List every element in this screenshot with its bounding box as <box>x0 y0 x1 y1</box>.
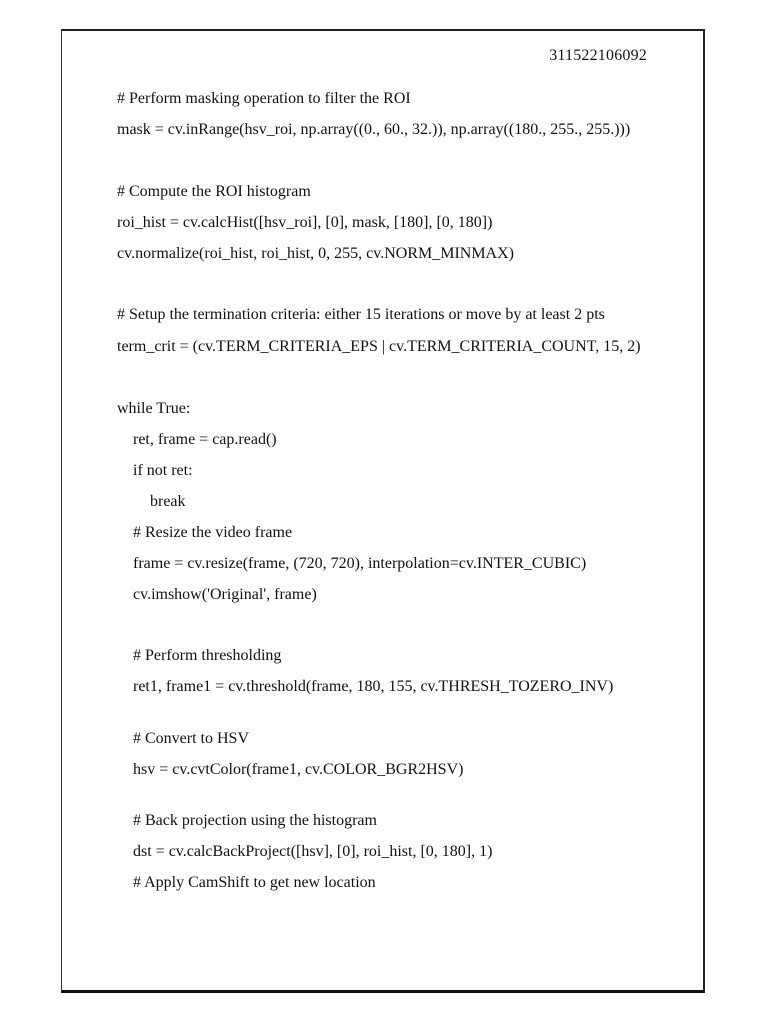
code-line: dst = cv.calcBackProject([hsv], [0], roi_hist, [0, 180], 1) <box>133 843 493 860</box>
code-line: cv.normalize(roi_hist, roi_hist, 0, 255, cv.NORM_MINMAX) <box>117 245 514 262</box>
code-block <box>117 89 677 893</box>
code-line: if not ret: <box>133 462 193 479</box>
code-line: # Resize the video frame <box>133 524 293 541</box>
code-line: ret1, frame1 = cv.threshold(frame, 180, 155, cv.THRESH_TOZERO_INV) <box>133 678 614 695</box>
code-line: # Perform thresholding <box>133 647 282 664</box>
code-line: hsv = cv.cvtColor(frame1, cv.COLOR_BGR2HSV) <box>133 761 464 778</box>
code-line: cv.imshow('Original', frame) <box>133 586 317 603</box>
code-line: # Back projection using the histogram <box>133 812 377 829</box>
code-line: while True: <box>117 400 191 417</box>
code-line: ret, frame = cap.read() <box>133 431 277 448</box>
code-line: roi_hist = cv.calcHist([hsv_roi], [0], mask, [180], [0, 180]) <box>117 214 493 231</box>
code-line: mask = cv.inRange(hsv_roi, np.array((0., 60., 32.)), np.array((180., 255., 255.))) <box>117 121 631 138</box>
code-line: break <box>150 493 186 510</box>
code-line: # Compute the ROI histogram <box>117 183 311 200</box>
page <box>61 29 705 993</box>
code-line: # Perform masking operation to filter the ROI <box>117 90 411 107</box>
page-number: 311522106092 <box>549 47 647 64</box>
code-line: frame = cv.resize(frame, (720, 720), interpolation=cv.INTER_CUBIC) <box>133 555 587 572</box>
code-line: term_crit = (cv.TERM_CRITERIA_EPS | cv.TERM_CRITERIA_COUNT, 15, 2) <box>117 338 641 355</box>
code-line: # Convert to HSV <box>133 730 249 747</box>
code-line: # Setup the termination criteria: either 15 iterations or move by at least 2 pts <box>117 306 605 323</box>
code-line: # Apply CamShift to get new location <box>133 874 376 891</box>
